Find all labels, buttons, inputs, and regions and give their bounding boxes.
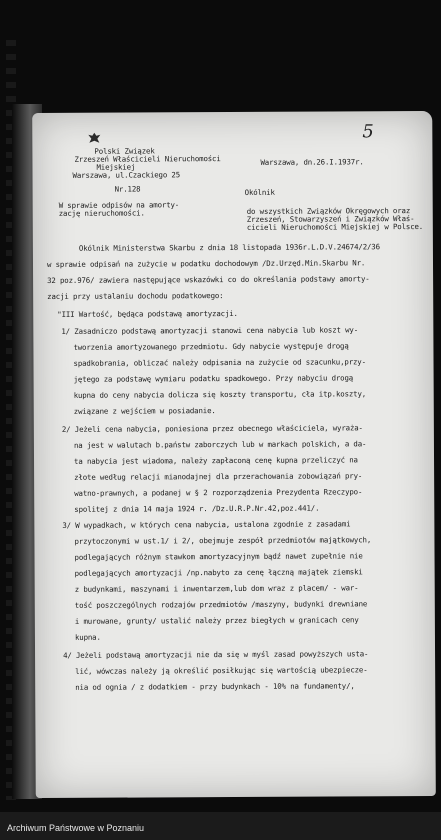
body-line: tość poszczególnych rodzajów przedmiotów /maszyny, budynki drewniane <box>74 599 368 610</box>
body-line: kupna do ceny nabycia dolicza się koszty transportu, cła itp.koszty, <box>73 389 367 400</box>
archive-footer <box>0 812 441 840</box>
body-line: i murowane, grunty/ ustalić należy przez biegłych w granicach ceny <box>74 615 359 626</box>
body-line: zacji przy ustalaniu dochodu podatkowego: <box>47 291 224 301</box>
body-line: watno-prawnych, a podanej w § 2 rozporządzenia Prezydenta Rzeczypo- <box>74 487 363 498</box>
subject-line: W sprawie odpisów na amorty- <box>58 200 180 210</box>
body-line: nia od ognia / z dodatkiem - przy budynkach - 10% na fundamenty/, <box>75 681 355 692</box>
body-line: ta nabycia jest wiadoma, należy zapłaconą cenę kupna przeliczyć na <box>74 455 358 466</box>
body-line: lić, wówczas należy ją określić posiłkując się wartością ubezpiecze- <box>75 665 368 676</box>
body-line: 3/ W wypadkach, w których cena nabycia, ustalona zgodnie z zasadami <box>62 519 351 530</box>
body-line: spadkobrania, obliczać należy odpisania na zużycie od szacunku,przy- <box>73 357 366 368</box>
subject-line: zację nieruchomości. <box>58 208 145 218</box>
body-line: Okólnik Ministerstwa Skarbu z dnia 18 listopada 1936r.L.D.V.24674/2/36 <box>78 242 380 253</box>
body-line: 4/ Jeżeli podstawą amortyzacji nie da się w myśl zasad powyższych usta- <box>63 649 369 660</box>
body-line: na jest w walutach b.państw zaborczych lub w markach polskich, a da- <box>73 439 367 450</box>
addressee-line: do wszystkich Związków Okręgowych oraz <box>246 206 411 216</box>
body-line: w sprawie odpisań na zużycie w podatku dochodowym /Dz.Urzęd.Min.Skarbu Nr. <box>46 258 366 269</box>
addressee-line: Zrzeszeń, Stowarzyszeń i Związków Właś- <box>246 214 415 224</box>
body-line: związane z wejściem w posiadanie. <box>73 406 216 416</box>
org-line: Zrzeszeń Właścicieli Nieruchomości <box>74 154 221 164</box>
org-address: Warszawa, ul.Czackiego 25 <box>72 170 181 180</box>
body-line: kupna. <box>74 632 101 642</box>
eagle-emblem-icon <box>86 131 102 147</box>
body-line: tworzenia amortyzowanego przedmiotu. Gdy nabycie występuje drogą <box>73 341 349 352</box>
org-line: Miejskiej <box>96 162 136 172</box>
addressee-line: cicieli Nieruchomości Miejskiej w Polsce. <box>246 222 424 232</box>
document-page <box>32 111 436 798</box>
handwritten-page-number: 5 <box>362 121 374 143</box>
circular-title: Okólnik <box>244 187 275 197</box>
body-line: "III Wartość, będąca podstawą amortyzacji. <box>57 308 238 319</box>
org-line: Polski Związek <box>94 146 155 156</box>
archive-name: Archiwum Państwowe w Poznaniu <box>7 823 145 833</box>
body-line: spolitej z dnia 14 maja 1924 r. /Dz.U.R.P.Nr.42,poz.441/. <box>74 503 320 514</box>
document-number: Nr.128 <box>114 184 141 194</box>
body-line: z budynkami, maszynami i inwentarzem,lub dom wraz z placem/ - war- <box>74 583 359 594</box>
body-line: podlegających różnym stawkom amortyzacyjnym bądź nawet zupełnie nie <box>74 551 363 562</box>
body-line: 2/ Jeżeli cena nabycia, poniesiona przez obecnego właściciela, wyraża- <box>61 423 363 434</box>
body-line: 32 poz.976/ zawiera następujące wskazówki co do określania podstawy amorty- <box>47 274 370 285</box>
body-line: podlegających amortyzacji /np.nabyto za cenę łączną majątek ziemski <box>74 567 363 578</box>
body-line: przytoczonymi w ust.1/ i 2/, obejmuje zespół przedmiotów majątkowych, <box>74 535 372 546</box>
place-date: Warszawa, dn.26.I.1937r. <box>260 157 364 167</box>
body-line: jętego za podstawę wymiaru podatku spadkowego. Przy nabyciu drogą <box>73 373 354 384</box>
body-line: złote według relacji mianodajnej dla przerachowania zobowiązań pry- <box>74 471 363 482</box>
body-line: 1/ Zasadniczo podstawą amortyzacji stanowi cena nabycia lub koszt wy- <box>61 325 359 336</box>
